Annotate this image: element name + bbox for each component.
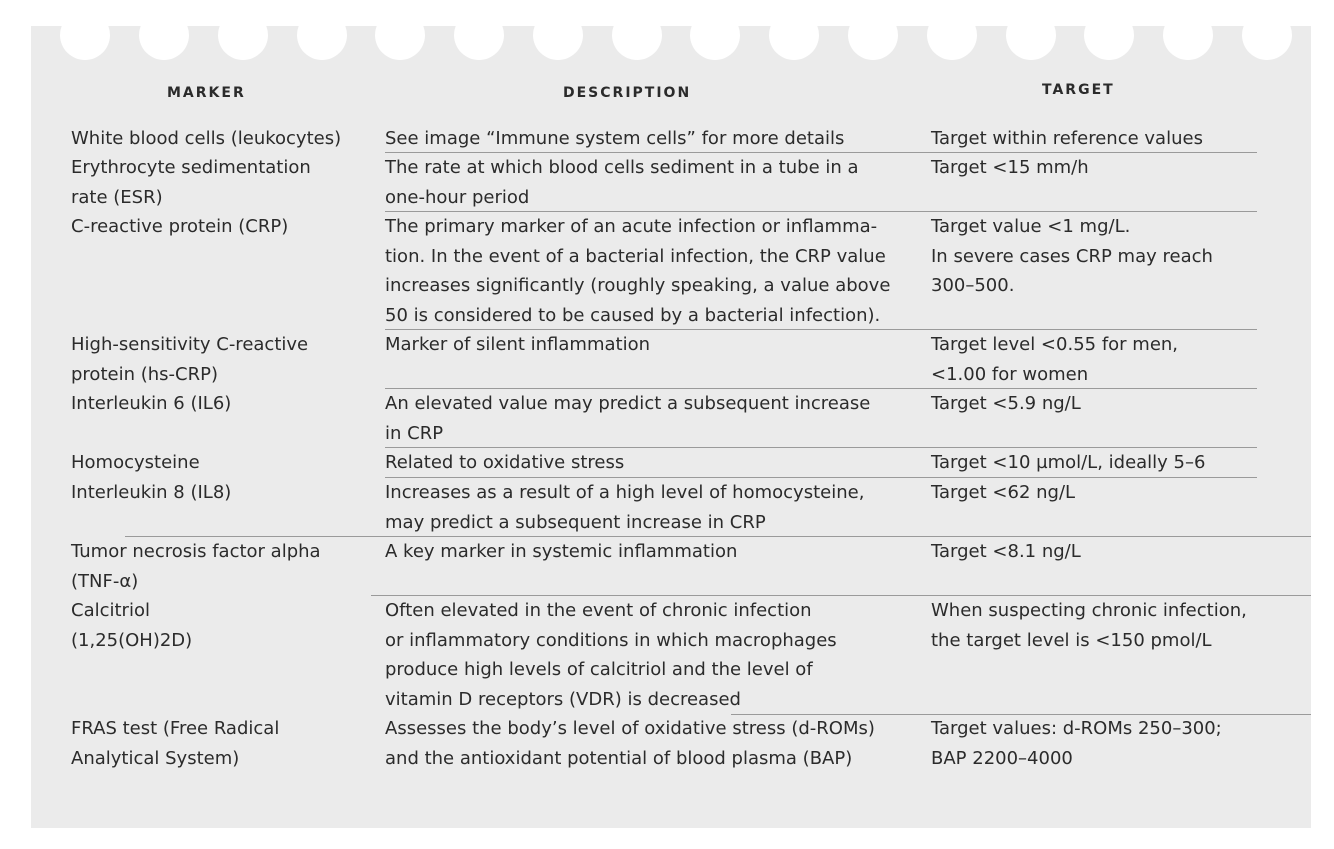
table-cell-marker — [71, 153, 311, 212]
scallop-cutout — [769, 26, 819, 60]
table-cell-marker — [71, 596, 192, 655]
table-cell-marker — [71, 212, 288, 242]
cell-line: FRAS test (Free Radical — [71, 718, 280, 739]
cell-line: Target <62 ng/L — [931, 482, 1076, 503]
cell-line: Homocysteine — [71, 452, 200, 473]
scallop-cutout — [60, 26, 110, 60]
table-cell-target — [931, 714, 1222, 773]
table-cell-description — [385, 153, 859, 212]
cell-line: Target <8.1 ng/L — [931, 541, 1081, 562]
table-cell-marker — [71, 124, 341, 154]
scallop-cutout — [1006, 26, 1056, 60]
table-cell-target — [931, 478, 1075, 508]
cell-line: and the antioxidant potential of blood plasma (BAP) — [385, 747, 853, 769]
cell-line: Marker of silent inflammation — [385, 334, 651, 355]
scallop-cutout — [297, 26, 347, 60]
cell-line: White blood cells (leukocytes) — [71, 128, 342, 149]
table-cell-target — [931, 330, 1178, 389]
table-cell-marker — [71, 478, 231, 508]
table-cell-target — [931, 596, 1247, 655]
cell-line: tion. In the event of a bacterial infection, the CRP value — [385, 245, 886, 267]
scallop-cutout — [848, 26, 898, 60]
table-cell-target — [931, 212, 1213, 301]
cell-line: Analytical System) — [71, 747, 240, 769]
table-cell-description — [385, 330, 650, 360]
table-cell-description — [385, 714, 875, 773]
cell-line: Target <10 µmol/L, ideally 5–6 — [931, 452, 1206, 473]
cell-line: increases significantly (roughly speaking, a value above — [385, 275, 891, 296]
cell-line: Interleukin 8 (IL8) — [71, 482, 232, 503]
cell-line: The rate at which blood cells sediment in a tube in a — [385, 157, 859, 178]
table-cell-description — [385, 448, 624, 478]
cell-line: High-sensitivity C-reactive — [71, 334, 309, 355]
table-cell-marker — [71, 330, 308, 389]
cell-line: Target value <1 mg/L. — [931, 216, 1131, 237]
cell-line: protein (hs-CRP) — [71, 363, 218, 385]
cell-line: In severe cases CRP may reach — [931, 245, 1213, 267]
scallop-cutout — [375, 26, 425, 60]
cell-line: When suspecting chronic infection, — [931, 600, 1247, 621]
scallop-cutout — [1242, 26, 1292, 60]
table-cell-target — [931, 448, 1205, 478]
cell-line: Target within reference values — [931, 128, 1203, 149]
header-description: DESCRIPTION — [563, 85, 692, 101]
cell-line: See image “Immune system cells” for more details — [385, 128, 845, 149]
cell-line: C-reactive protein (CRP) — [71, 216, 289, 237]
scallop-cutout — [218, 26, 268, 60]
cell-line: Calcitriol — [71, 600, 150, 621]
scallop-cutout — [1163, 26, 1213, 60]
table-cell-target — [931, 389, 1081, 419]
cell-line: Target values: d-ROMs 250–300; — [931, 718, 1222, 739]
table-cell-description — [385, 537, 737, 567]
cell-line: or inflammatory conditions in which macrophages — [385, 629, 837, 651]
cell-line: vitamin D receptors (VDR) is decreased — [385, 688, 741, 710]
cell-line: Related to oxidative stress — [385, 452, 625, 473]
cell-line: A key marker in systemic inflammation — [385, 541, 738, 562]
cell-line: the target level is <150 pmol/L — [931, 629, 1212, 651]
table-cell-description — [385, 596, 837, 714]
table-cell-description — [385, 212, 890, 330]
scallop-cutout — [139, 26, 189, 60]
header-marker: MARKER — [167, 85, 246, 101]
table-cell-description — [385, 478, 864, 537]
cell-line: (1,25(OH)2D) — [71, 629, 193, 651]
scallop-cutout — [1084, 26, 1134, 60]
cell-line: The primary marker of an acute infection or inflamma- — [385, 216, 878, 237]
table-cell-marker — [71, 448, 200, 478]
cell-line: Increases as a result of a high level of homocysteine, — [385, 482, 865, 503]
cell-line: Interleukin 6 (IL6) — [71, 393, 232, 414]
table-cell-target — [931, 537, 1081, 567]
table-cell-marker — [71, 537, 321, 596]
scallop-cutout — [533, 26, 583, 60]
cell-line: <1.00 for women — [931, 363, 1089, 385]
cell-line: 50 is considered to be caused by a bacterial infection). — [385, 304, 881, 326]
scallop-cutout — [612, 26, 662, 60]
table-cell-marker — [71, 389, 231, 419]
cell-line: Tumor necrosis factor alpha — [71, 541, 321, 562]
scallop-cutout — [690, 26, 740, 60]
cell-line: produce high levels of calcitriol and the level of — [385, 659, 813, 680]
table-cell-marker — [71, 714, 279, 773]
cell-line: Assesses the body’s level of oxidative stress (d-ROMs) — [385, 718, 875, 739]
cell-line: Target <15 mm/h — [931, 157, 1089, 178]
cell-line: Often elevated in the event of chronic infection — [385, 600, 812, 621]
scallop-cutout — [927, 26, 977, 60]
cell-line: Target <5.9 ng/L — [931, 393, 1081, 414]
table-cell-target — [931, 124, 1203, 154]
cell-line: (TNF-α) — [71, 570, 139, 592]
cell-line: An elevated value may predict a subsequent increase — [385, 393, 871, 414]
cell-line: may predict a subsequent increase in CRP — [385, 511, 766, 533]
scallop-cutout — [454, 26, 504, 60]
cell-line: 300–500. — [931, 275, 1015, 296]
table-cell-description — [385, 124, 844, 154]
cell-line: in CRP — [385, 422, 444, 444]
cell-line: Erythrocyte sedimentation — [71, 157, 311, 178]
table-cell-target — [931, 153, 1089, 183]
cell-line: rate (ESR) — [71, 186, 163, 208]
cell-line: one-hour period — [385, 186, 530, 208]
cell-line: Target level <0.55 for men, — [931, 334, 1179, 355]
cell-line: BAP 2200–4000 — [931, 747, 1073, 769]
header-target: TARGET — [1042, 82, 1115, 98]
table-cell-description — [385, 389, 870, 448]
inflammation-markers-card — [31, 26, 1311, 828]
